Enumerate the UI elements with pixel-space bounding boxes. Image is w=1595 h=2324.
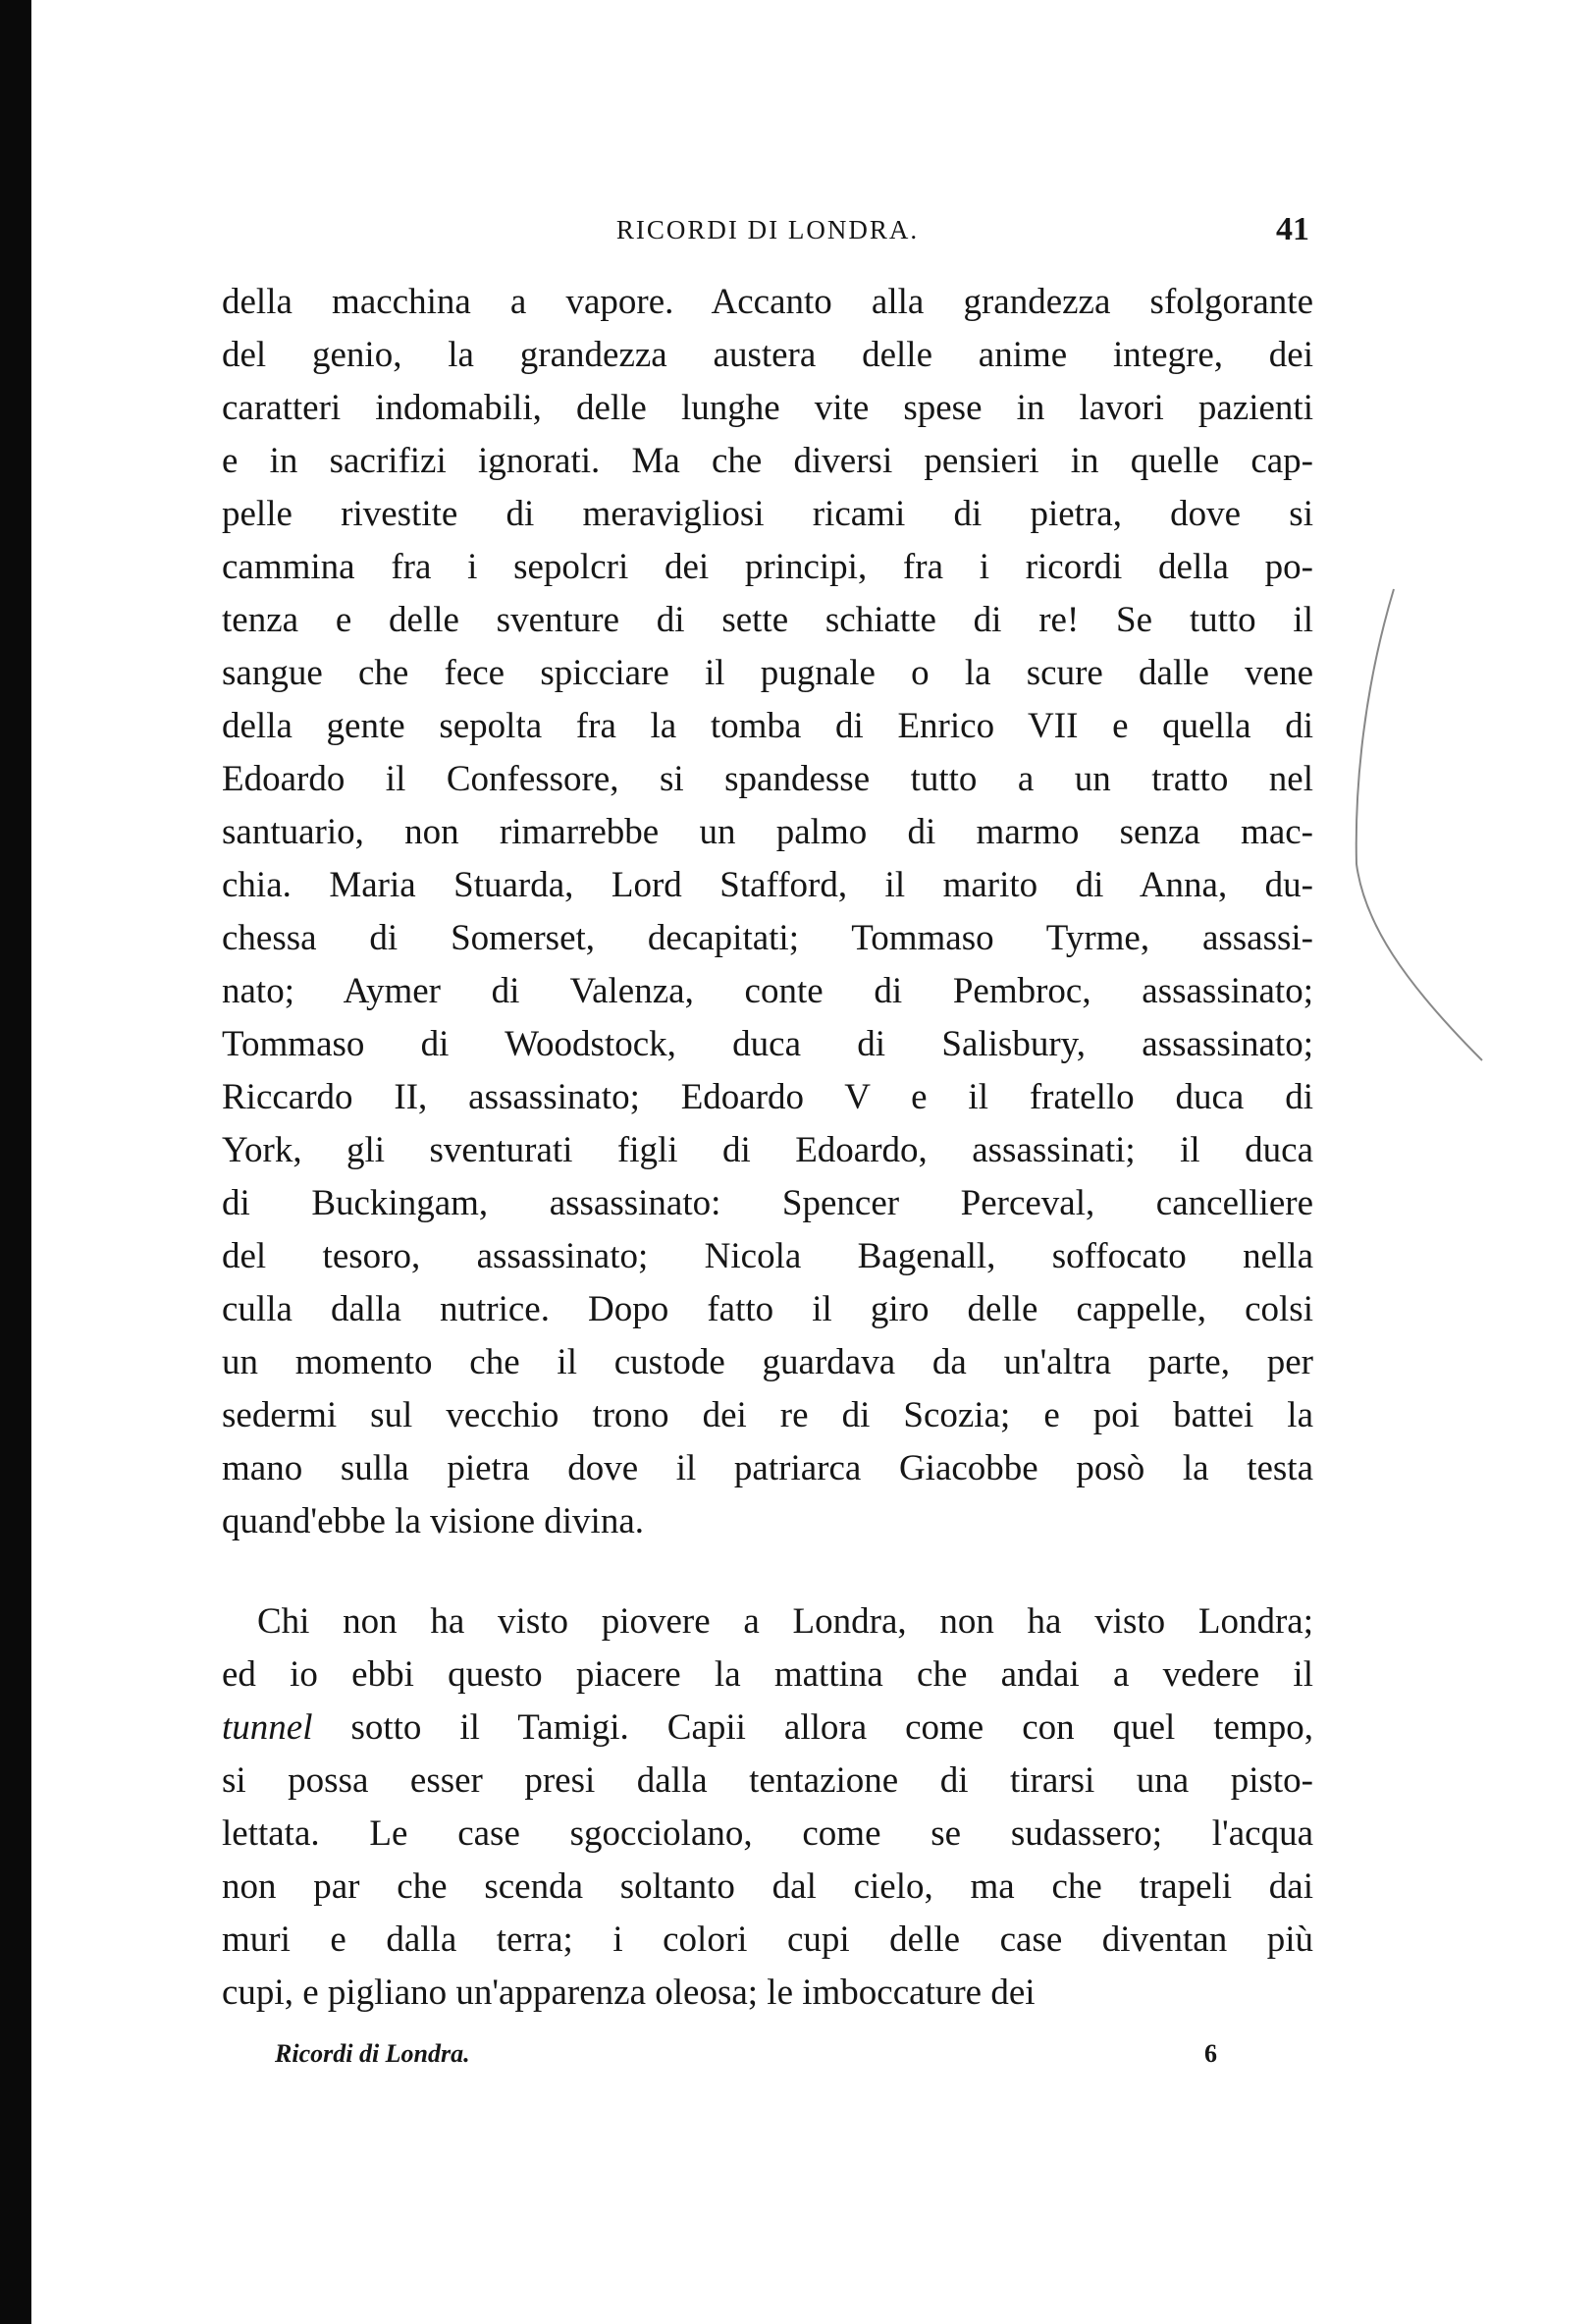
- text-line: e in sacrifizi ignorati. Ma che diversi pensieri in quelle cap-: [222, 441, 1313, 481]
- text-line: Riccardo II, assassinato; Edoardo V e il fratello duca di: [222, 1077, 1313, 1117]
- running-title: RICORDI DI LONDRA.: [615, 215, 920, 244]
- text-line: chia. Maria Stuarda, Lord Stafford, il marito di Anna, du-: [222, 865, 1313, 905]
- text-line: sangue che fece spicciare il pugnale o la scure dalle vene: [222, 653, 1313, 693]
- text-line: della gente sepolta fra la tomba di Enrico VII e quella di: [222, 706, 1313, 746]
- paragraph-1: [222, 276, 1313, 1548]
- text-line: santuario, non rimarrebbe un palmo di marmo senza mac-: [222, 812, 1313, 852]
- text-line: York, gli sventurati figli di Edoardo, assassinati; il duca: [222, 1130, 1313, 1170]
- text-line: della macchina a vapore. Accanto alla grandezza sfolgorante: [222, 282, 1313, 322]
- text-line: quand'ebbe la visione divina.: [222, 1501, 644, 1541]
- text-line: non par che scenda soltanto dal cielo, ma che trapeli dai: [222, 1866, 1313, 1907]
- text-line: sedermi sul vecchio trono dei re di Scozia; e poi battei la: [222, 1395, 1313, 1435]
- page-header: [222, 208, 1313, 251]
- text-line: un momento che il custode guardava da un'altra parte, per: [222, 1342, 1313, 1382]
- text-line: del genio, la grandezza austera delle anime integre, dei: [222, 335, 1313, 375]
- text-line: caratteri indomabili, delle lunghe vite spese in lavori pazienti: [222, 388, 1313, 428]
- text-line: [222, 1702, 1313, 1755]
- text-line: chessa di Somerset, decapitati; Tommaso Tyrme, assassi-: [222, 918, 1313, 958]
- footer-book-title: Ricordi di Londra.: [275, 2039, 470, 2068]
- signature-mark: 6: [1204, 2039, 1217, 2068]
- text-line: del tesoro, assassinato; Nicola Bagenall, soffocato nella: [222, 1236, 1313, 1276]
- text-line: lettata. Le case sgocciolano, come se sudassero; l'acqua: [222, 1813, 1313, 1854]
- text-line: mano sulla pietra dove il patriarca Giacobbe posò la testa: [222, 1448, 1313, 1488]
- line-rest: sotto il Tamigi. Capii allora come con quel tempo,: [312, 1707, 1313, 1748]
- text-line: Edoardo il Confessore, si spandesse tutto a un tratto nel: [222, 759, 1313, 799]
- text-line: Tommaso di Woodstock, duca di Salisbury, assassinato;: [222, 1024, 1313, 1064]
- italic-word: tunnel: [222, 1707, 313, 1748]
- text-line: tenza e delle sventure di sette schiatte di re! Se tutto il: [222, 600, 1313, 640]
- text-line: ed io ebbi questo piacere la mattina che andai a vedere il: [222, 1654, 1313, 1695]
- text-line: si possa esser presi dalla tentazione di tirarsi una pisto-: [222, 1760, 1313, 1801]
- text-line: pelle rivestite di meravigliosi ricami di pietra, dove si: [222, 494, 1313, 534]
- text-line: cammina fra i sepolcri dei principi, fra i ricordi della po-: [222, 547, 1313, 587]
- margin-pencil-marks: [1335, 569, 1531, 1080]
- text-line: di Buckingam, assassinato: Spencer Perceval, cancelliere: [222, 1183, 1313, 1223]
- page-footer: [275, 2034, 1217, 2074]
- text-line: nato; Aymer di Valenza, conte di Pembroc, assassinato;: [222, 971, 1313, 1011]
- text-line: cupi, e pigliano un'apparenza oleosa; le imboccature dei: [222, 1973, 1036, 2013]
- text-line: muri e dalla terra; i colori cupi delle case diventan più: [222, 1919, 1313, 1960]
- paragraph-2: [222, 1595, 1313, 2020]
- text-line: culla dalla nutrice. Dopo fatto il giro delle cappelle, colsi: [222, 1289, 1313, 1329]
- scan-edge-shadow: [0, 0, 31, 2324]
- text-line: Chi non ha visto piovere a Londra, non ha visto Londra;: [257, 1601, 1313, 1642]
- page-number: 41: [1276, 211, 1309, 247]
